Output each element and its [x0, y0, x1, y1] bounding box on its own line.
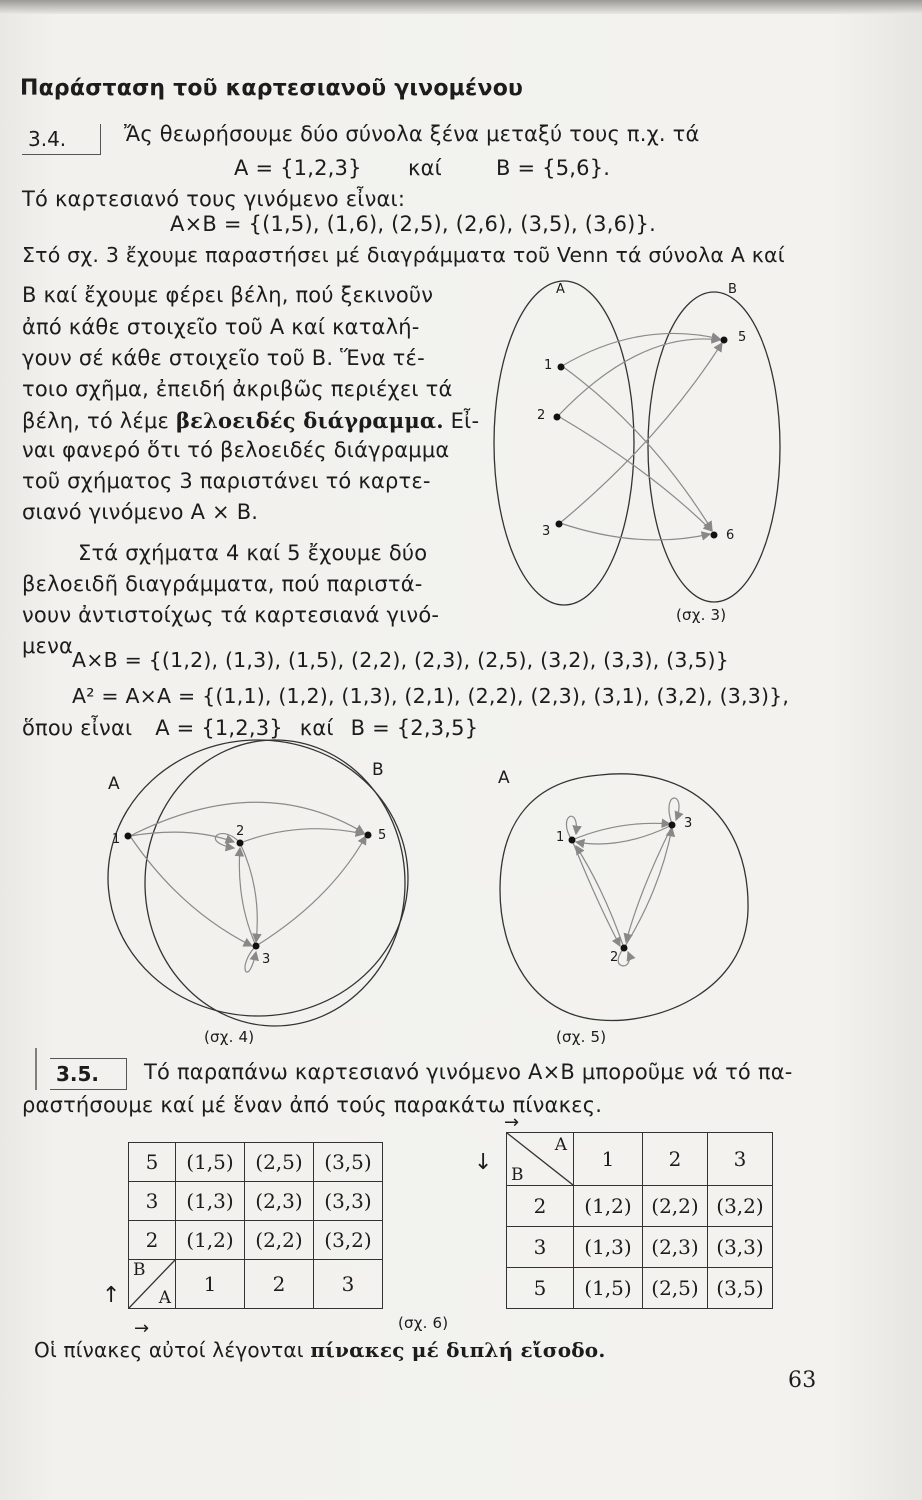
- fig3-label-A: A: [556, 282, 566, 297]
- fig4-point-5: [365, 832, 372, 839]
- fig4-label-B: B: [372, 760, 384, 780]
- fig4-arrow-3-5: [256, 836, 366, 946]
- column-line-8: σιανό γινόμενο A × B.: [22, 500, 259, 524]
- table-cell: (2,5): [245, 1143, 314, 1182]
- term-double-entry-tables: πίνακες μέ διπλή εἴσοδο.: [310, 1338, 606, 1362]
- section-3-5-line2: ραστήσουμε καί μέ ἕναν ἀπό τούς παρακάτω πίνακες.: [22, 1093, 603, 1117]
- table-row: [129, 1221, 383, 1260]
- product-AxB: A×B = {(1,5), (1,6), (2,5), (2,6), (3,5), (3,6)}.: [170, 212, 656, 236]
- table-cell: (3,2): [708, 1186, 773, 1227]
- fig3-arrow-3-5: [560, 343, 722, 523]
- arrow-down-icon: ↓: [474, 1150, 493, 1175]
- fig4-label-A: A: [108, 774, 120, 794]
- set-A-definition: A = {1,2,3}: [234, 156, 362, 180]
- table-cell: (1,2): [574, 1186, 643, 1227]
- table-left-col-head: 1: [176, 1260, 245, 1309]
- table-left-col-head: 3: [314, 1260, 383, 1309]
- column-line-7: τοῦ σχήματος 3 παριστάνει τό καρτε-: [22, 469, 431, 493]
- table-right-corner: [507, 1133, 574, 1186]
- table-right-col-head: 2: [643, 1133, 708, 1186]
- fig5-set-A-outline: [500, 774, 748, 1021]
- fig3-arrow-2-5: [558, 339, 720, 416]
- table-right-row-head: 2: [507, 1186, 574, 1227]
- arrow-right-icon: →: [134, 1318, 150, 1339]
- word-kai: καί: [408, 156, 442, 180]
- set-A-def-2: A = {1,2,3}: [155, 716, 283, 740]
- corner-label-B: B: [511, 1165, 524, 1185]
- fig3-point-1: [558, 364, 565, 371]
- table-right-row-head: 3: [507, 1227, 574, 1268]
- column-line-3: γουν σέ κάθε στοιχεῖο τοῦ B. Ἕνα τέ-: [22, 346, 425, 370]
- figure-4-venn-diagram: [108, 740, 408, 1026]
- fig4-label-2: 2: [236, 824, 245, 839]
- fig3-point-3: [556, 521, 563, 528]
- word-kai-2: καί: [299, 716, 334, 740]
- fig5-label-2: 2: [610, 950, 619, 965]
- equation-A-squared: A² = A×A = {(1,1), (1,2), (1,3), (2,1), (2,2), (2,3), (3,1), (3,2), (3,3)},: [72, 684, 790, 708]
- closing-sentence: [34, 1338, 606, 1362]
- fig5-arrow-1-3: [572, 823, 670, 840]
- table-right: [506, 1132, 773, 1309]
- table-cell: (1,2): [176, 1221, 245, 1260]
- section-3-4-line5: Στό σχ. 3 ἔχουμε παραστήσει μέ διαγράμματα τοῦ Venn τά σύνολα A καί: [22, 243, 785, 267]
- fig3-label-2: 2: [537, 408, 546, 423]
- column-line-1: B καί ἔχουμε φέρει βέλη, πού ξεκινοῦν: [22, 283, 434, 307]
- fig5-point-1: [569, 837, 576, 844]
- column-line-11: νουν ἀντιστοίχως τά καρτεσιανά γινό-: [22, 603, 440, 627]
- table-left-row-head: 3: [129, 1182, 176, 1221]
- fig6-caption: (σχ. 6): [398, 1314, 449, 1332]
- table-cell: (3,5): [314, 1143, 383, 1182]
- corner-label-A: A: [554, 1135, 567, 1155]
- table-right-col-head: 1: [574, 1133, 643, 1186]
- fig3-arrow-2-6: [558, 416, 712, 531]
- word-where-is: ὅπου εἶναι: [22, 716, 133, 740]
- fig4-point-2: [237, 840, 244, 847]
- table-cell: (2,5): [643, 1268, 708, 1309]
- fig3-label-5: 5: [738, 330, 747, 345]
- fig4-point-3: [253, 943, 260, 950]
- set-B-definition: B = {5,6}.: [496, 156, 611, 180]
- table-row: [507, 1227, 773, 1268]
- page-number: 63: [788, 1368, 817, 1393]
- fig5-caption: (σχ. 5): [556, 1028, 607, 1046]
- text-post-bold: Εἶ-: [450, 409, 480, 433]
- table-cell: (1,3): [574, 1227, 643, 1268]
- page-heading: Παράσταση τοῦ καρτεσιανοῦ γινομένου: [20, 76, 524, 101]
- table-cell: (3,5): [708, 1268, 773, 1309]
- table-row: [129, 1260, 383, 1309]
- fig5-arrow-3-2: [626, 826, 672, 942]
- closing-text: Οἱ πίνακες αὐτοί λέγονται: [34, 1338, 304, 1362]
- fig3-arrow-3-6: [560, 523, 710, 540]
- fig4-arrow-1-2: [130, 832, 234, 842]
- table-cell: (3,2): [314, 1221, 383, 1260]
- table-right-row-head: 5: [507, 1268, 574, 1309]
- table-cell: (1,5): [176, 1143, 245, 1182]
- fig3-caption: (σχ. 3): [676, 606, 727, 624]
- table-cell: (1,5): [574, 1268, 643, 1309]
- fig3-point-6: [711, 532, 718, 539]
- fig5-arrow-3-1: [576, 826, 670, 844]
- fig3-point-5: [721, 337, 728, 344]
- table-right-col-head: 3: [708, 1133, 773, 1186]
- table-cell: (2,2): [245, 1221, 314, 1260]
- section-number-3-5: 3.5.: [50, 1058, 127, 1090]
- section-number-3-4: 3.4.: [22, 124, 101, 155]
- table-cell: (1,3): [176, 1182, 245, 1221]
- fig3-label-B: B: [728, 282, 738, 297]
- term-arrow-diagram: βελοειδές διάγραμμα.: [176, 408, 444, 433]
- section-3-4-line3: Τό καρτεσιανό τους γινόμενο εἶναι:: [22, 187, 406, 211]
- column-line-4: τοιο σχῆμα, ἐπειδή ἀκριβῶς περιέχει τά: [22, 377, 453, 401]
- fig5-loop-1-1: [566, 816, 576, 840]
- fig4-point-1: [125, 833, 132, 840]
- fig3-label-6: 6: [726, 528, 735, 543]
- fig4-label-3: 3: [262, 952, 271, 967]
- fig3-label-1: 1: [544, 358, 553, 373]
- table-row: [507, 1133, 773, 1186]
- fig4-label-1: 1: [112, 832, 121, 847]
- fig3-set-A-ellipse: [494, 281, 634, 605]
- fig4-set-A-ellipse: [108, 740, 408, 1016]
- equation-AxB: A×B = {(1,2), (1,3), (1,5), (2,2), (2,3), (2,5), (3,2), (3,3), (3,5)}: [72, 648, 729, 672]
- fig5-label-3: 3: [684, 816, 693, 831]
- table-cell: (2,3): [245, 1182, 314, 1221]
- column-line-10: βελοειδῆ διαγράμματα, πού παριστά-: [22, 572, 423, 596]
- figure-5-venn-diagram: [500, 774, 748, 1021]
- table-left: [128, 1142, 383, 1309]
- table-left-row-head: 5: [129, 1143, 176, 1182]
- corner-label-B: B: [133, 1260, 146, 1280]
- column-line-2: ἀπό κάθε στοιχεῖο τοῦ A καί καταλή-: [22, 315, 420, 339]
- arrow-up-icon: ↑: [102, 1283, 121, 1308]
- table-row: [129, 1143, 383, 1182]
- fig3-label-3: 3: [542, 524, 551, 539]
- fig5-label-A: A: [498, 768, 510, 788]
- fig5-point-3: [669, 822, 676, 829]
- fig4-caption: (σχ. 4): [204, 1028, 255, 1046]
- section-3-4-line1: Ἄς θεωρήσουμε δύο σύνολα ξένα μεταξύ τους π.χ. τά: [124, 122, 700, 146]
- arrow-right-icon: →: [504, 1112, 520, 1133]
- fig3-point-2: [554, 414, 561, 421]
- section-3-5-line1: Τό παραπάνω καρτεσιανό γινόμενο A×B μποροῦμε νά τό πα-: [144, 1060, 793, 1084]
- table-cell: (3,3): [314, 1182, 383, 1221]
- table-cell: (3,3): [708, 1227, 773, 1268]
- fig5-arrow-2-1: [576, 846, 624, 948]
- table-row: [507, 1186, 773, 1227]
- fig3-set-B-ellipse: [648, 292, 780, 602]
- fig5-arrow-2-3: [624, 828, 672, 948]
- set-B-def-2: B = {2,3,5}: [350, 716, 479, 740]
- fig5-loop-3-3: [669, 798, 679, 824]
- text-pre-bold: βέλη, τό λέμε: [22, 409, 170, 433]
- column-line-12: μενα: [22, 634, 74, 658]
- fig4-loop-3-3: [245, 946, 256, 972]
- table-cell: (2,3): [643, 1227, 708, 1268]
- table-left-col-head: 2: [245, 1260, 314, 1309]
- fig5-label-1: 1: [556, 830, 565, 845]
- table-row: [507, 1268, 773, 1309]
- column-line-6: ναι φανερό ὅτι τό βελοειδές διάγραμμα: [22, 438, 450, 462]
- corner-label-A: A: [158, 1288, 171, 1308]
- table-left-row-head: 2: [129, 1221, 176, 1260]
- fig5-arrow-1-2: [572, 840, 620, 946]
- table-cell: (2,2): [643, 1186, 708, 1227]
- table-left-corner: [129, 1260, 176, 1309]
- fig4-arrow-2-5: [240, 829, 364, 843]
- fig5-point-2: [621, 945, 628, 952]
- column-line-9: Στά σχήματα 4 καί 5 ἔχουμε δύο: [78, 541, 428, 565]
- fig4-label-5: 5: [378, 828, 387, 843]
- fig3-arrow-1-5: [562, 333, 720, 366]
- table-row: [129, 1182, 383, 1221]
